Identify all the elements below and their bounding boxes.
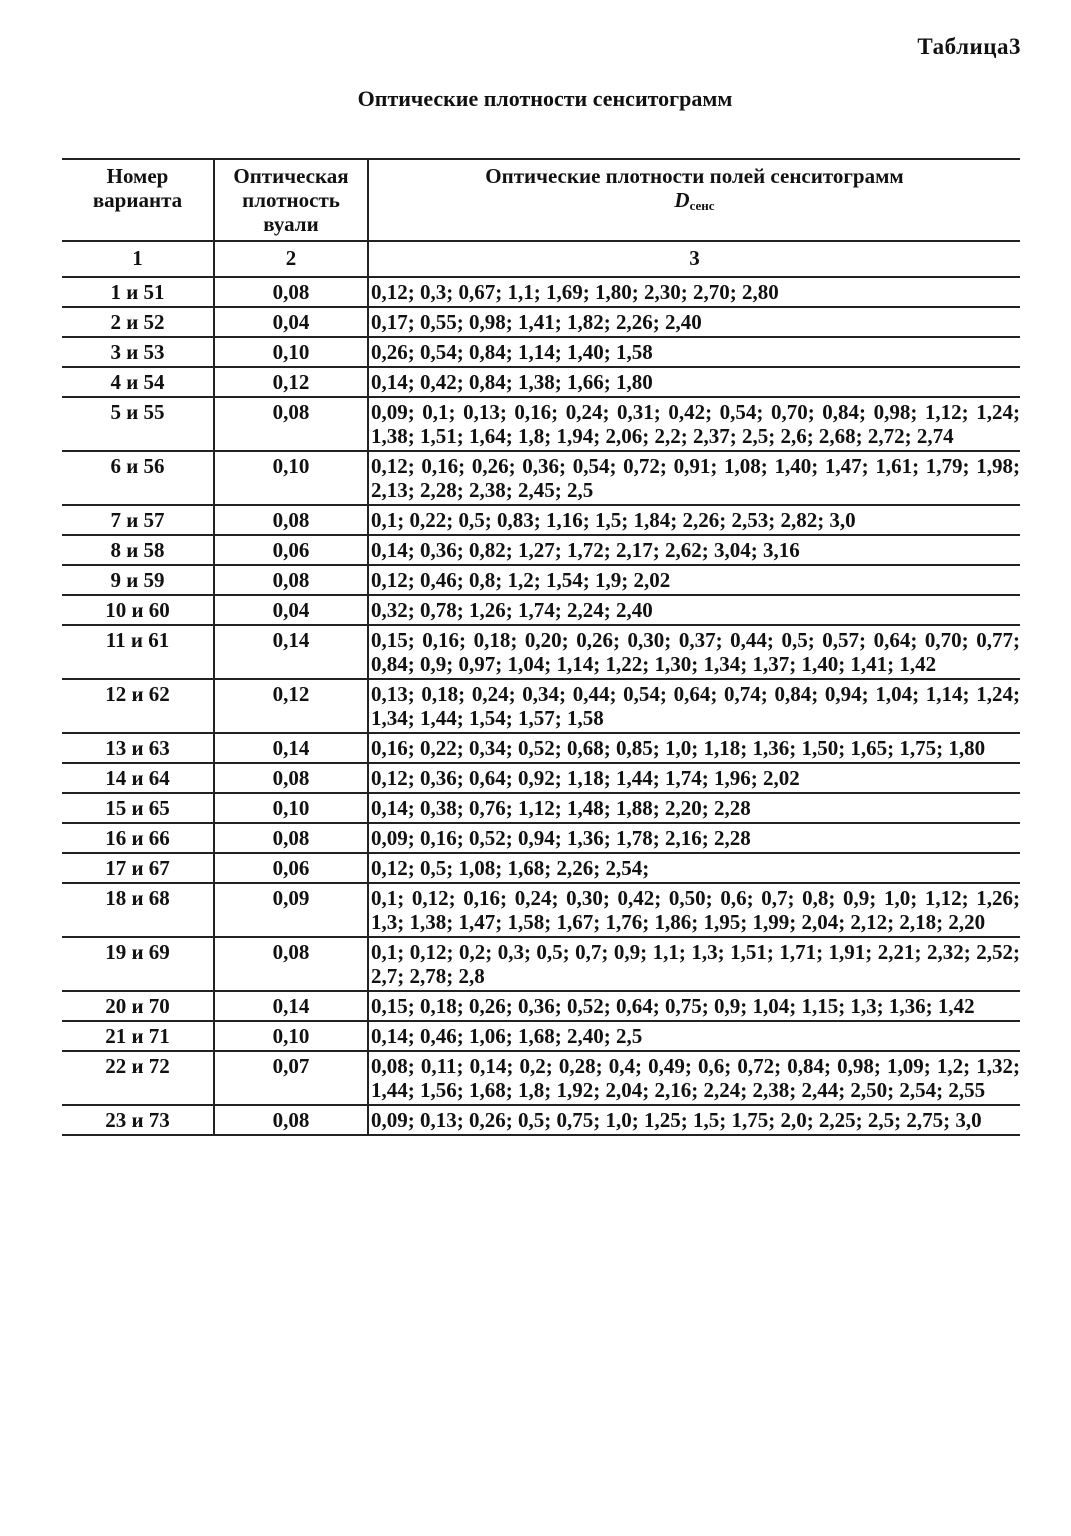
fog-density-cell: 0,08 (214, 763, 368, 793)
variant-cell: 17 и 67 (62, 853, 214, 883)
fog-density-cell: 0,08 (214, 277, 368, 307)
variant-cell: 14 и 64 (62, 763, 214, 793)
variant-cell: 13 и 63 (62, 733, 214, 763)
densities-cell: 0,26; 0,54; 0,84; 1,14; 1,40; 1,58 (371, 340, 653, 364)
densities-cell: 0,32; 0,78; 1,26; 1,74; 2,24; 2,40 (371, 598, 653, 622)
fog-density-cell: 0,08 (214, 397, 368, 451)
fog-density-cell: 0,04 (214, 595, 368, 625)
table-row (62, 733, 1020, 763)
densities-cell: 0,12; 0,5; 1,08; 1,68; 2,26; 2,54; (371, 856, 650, 880)
densities-cell: 0,08; 0,11; 0,14; 0,2; 0,28; 0,4; 0,49; 0,6; 0,72; 0,84; 0,98; 1,09; 1,2; 1,32; 1,44; 1,56; 1,68; 1,8; 1,92; 2,04; 2,16; 2,24; 2,38; 2,44; 2,50; 2,54; 2,55 (371, 1054, 1020, 1102)
densities-cell: 0,12; 0,36; 0,64; 0,92; 1,18; 1,44; 1,74; 1,96; 2,02 (371, 766, 800, 790)
fog-density-cell: 0,14 (214, 625, 368, 679)
fog-density-cell: 0,08 (214, 565, 368, 595)
header-densities-symbol: D (674, 188, 690, 212)
table-row (62, 307, 1020, 337)
table-row (62, 1021, 1020, 1051)
densities-cell: 0,12; 0,46; 0,8; 1,2; 1,54; 1,9; 2,02 (371, 568, 671, 592)
page-title: Оптические плотности сенситограмм (357, 86, 733, 111)
densities-cell: 0,1; 0,12; 0,2; 0,3; 0,5; 0,7; 0,9; 1,1; 1,3; 1,51; 1,71; 1,91; 2,21; 2,32; 2,52; 2,7; 2,78; 2,8 (371, 940, 1020, 988)
header-densities (368, 159, 1020, 241)
variant-cell: 8 и 58 (62, 535, 214, 565)
variant-cell: 11 и 61 (62, 625, 214, 679)
column-number: 2 (214, 241, 368, 277)
densities-cell: 0,17; 0,55; 0,98; 1,41; 1,82; 2,26; 2,40 (371, 310, 702, 334)
table-row (62, 679, 1020, 733)
variant-cell: 22 и 72 (62, 1051, 214, 1105)
fog-density-cell: 0,08 (214, 505, 368, 535)
densities-cell: 0,14; 0,46; 1,06; 1,68; 2,40; 2,5 (371, 1024, 643, 1048)
table-row (62, 595, 1020, 625)
fog-density-cell: 0,06 (214, 535, 368, 565)
column-number: 3 (689, 246, 700, 270)
variant-cell: 2 и 52 (62, 307, 214, 337)
table-row (62, 883, 1020, 937)
fog-density-cell: 0,04 (214, 307, 368, 337)
variant-cell: 16 и 66 (62, 823, 214, 853)
variant-cell: 23 и 73 (62, 1105, 214, 1135)
fog-density-cell: 0,14 (214, 733, 368, 763)
variant-cell: 19 и 69 (62, 937, 214, 991)
variant-cell: 7 и 57 (62, 505, 214, 535)
table-row (62, 853, 1020, 883)
densities-cell: 0,15; 0,16; 0,18; 0,20; 0,26; 0,30; 0,37; 0,44; 0,5; 0,57; 0,64; 0,70; 0,77; 0,84; 0,9; 0,97; 1,04; 1,14; 1,22; 1,30; 1,34; 1,37; 1,40; 1,41; 1,42 (371, 628, 1020, 676)
fog-density-cell: 0,14 (214, 991, 368, 1021)
densities-cell: 0,09; 0,13; 0,26; 0,5; 0,75; 1,0; 1,25; 1,5; 1,75; 2,0; 2,25; 2,5; 2,75; 3,0 (371, 1108, 982, 1132)
fog-density-cell: 0,06 (214, 853, 368, 883)
table-row (62, 763, 1020, 793)
table-row (62, 823, 1020, 853)
table-label: Таблица3 (917, 34, 1021, 59)
fog-density-cell: 0,12 (214, 367, 368, 397)
header-fog-density: Оптическая плотность вуали (214, 159, 368, 241)
variant-cell: 18 и 68 (62, 883, 214, 937)
table-row (62, 991, 1020, 1021)
table-row (62, 277, 1020, 307)
fog-density-cell: 0,10 (214, 337, 368, 367)
density-table (62, 158, 1020, 1136)
densities-cell: 0,16; 0,22; 0,34; 0,52; 0,68; 0,85; 1,0; 1,18; 1,36; 1,50; 1,65; 1,75; 1,80 (371, 736, 986, 760)
fog-density-cell: 0,10 (214, 1021, 368, 1051)
variant-cell: 4 и 54 (62, 367, 214, 397)
fog-density-cell: 0,10 (214, 793, 368, 823)
densities-cell: 0,09; 0,16; 0,52; 0,94; 1,36; 1,78; 2,16; 2,28 (371, 826, 751, 850)
table-row (62, 565, 1020, 595)
header-densities-label: Оптические плотности полей сенситограмм (485, 164, 904, 188)
variant-cell: 15 и 65 (62, 793, 214, 823)
variant-cell: 5 и 55 (62, 397, 214, 451)
table-row (62, 937, 1020, 991)
variant-cell: 6 и 56 (62, 451, 214, 505)
densities-cell: 0,12; 0,16; 0,26; 0,36; 0,54; 0,72; 0,91; 1,08; 1,40; 1,47; 1,61; 1,79; 1,98; 2,13; 2,28; 2,38; 2,45; 2,5 (371, 454, 1020, 502)
header-densities-subscript: сенс (689, 198, 715, 213)
densities-cell: 0,09; 0,1; 0,13; 0,16; 0,24; 0,31; 0,42; 0,54; 0,70; 0,84; 0,98; 1,12; 1,24; 1,38; 1,51; 1,64; 1,8; 1,94; 2,06; 2,2; 2,37; 2,5; 2,6; 2,68; 2,72; 2,74 (371, 400, 1020, 448)
densities-cell: 0,14; 0,36; 0,82; 1,27; 1,72; 2,17; 2,62; 3,04; 3,16 (371, 538, 800, 562)
table-row (62, 625, 1020, 679)
fog-density-cell: 0,08 (214, 937, 368, 991)
variant-cell: 1 и 51 (62, 277, 214, 307)
variant-cell: 21 и 71 (62, 1021, 214, 1051)
densities-cell: 0,1; 0,22; 0,5; 0,83; 1,16; 1,5; 1,84; 2,26; 2,53; 2,82; 3,0 (371, 508, 856, 532)
variant-cell: 9 и 59 (62, 565, 214, 595)
table-row (62, 367, 1020, 397)
variant-cell: 12 и 62 (62, 679, 214, 733)
column-number: 1 (62, 241, 214, 277)
fog-density-cell: 0,12 (214, 679, 368, 733)
variant-cell: 3 и 53 (62, 337, 214, 367)
table-row (62, 505, 1020, 535)
fog-density-cell: 0,08 (214, 1105, 368, 1135)
densities-cell: 0,1; 0,12; 0,16; 0,24; 0,30; 0,42; 0,50; 0,6; 0,7; 0,8; 0,9; 1,0; 1,12; 1,26; 1,3; 1,38; 1,47; 1,58; 1,67; 1,76; 1,86; 1,95; 1,99; 2,04; 2,12; 2,18; 2,20 (371, 886, 1020, 934)
header-variant: Номер варианта (62, 159, 214, 241)
densities-cell: 0,13; 0,18; 0,24; 0,34; 0,44; 0,54; 0,64; 0,74; 0,84; 0,94; 1,04; 1,14; 1,24; 1,34; 1,44; 1,54; 1,57; 1,58 (371, 682, 1020, 730)
densities-cell: 0,14; 0,38; 0,76; 1,12; 1,48; 1,88; 2,20; 2,28 (371, 796, 751, 820)
column-number-row (62, 241, 1020, 277)
fog-density-cell: 0,09 (214, 883, 368, 937)
table-row (62, 337, 1020, 367)
table-row (62, 451, 1020, 505)
table-row (62, 1051, 1020, 1105)
variant-cell: 10 и 60 (62, 595, 214, 625)
fog-density-cell: 0,10 (214, 451, 368, 505)
densities-cell: 0,12; 0,3; 0,67; 1,1; 1,69; 1,80; 2,30; 2,70; 2,80 (371, 280, 779, 304)
densities-cell: 0,14; 0,42; 0,84; 1,38; 1,66; 1,80 (371, 370, 653, 394)
table-row (62, 1105, 1020, 1135)
fog-density-cell: 0,08 (214, 823, 368, 853)
fog-density-cell: 0,07 (214, 1051, 368, 1105)
variant-cell: 20 и 70 (62, 991, 214, 1021)
densities-cell: 0,15; 0,18; 0,26; 0,36; 0,52; 0,64; 0,75; 0,9; 1,04; 1,15; 1,3; 1,36; 1,42 (371, 994, 975, 1018)
table-row (62, 397, 1020, 451)
table-row (62, 793, 1020, 823)
table-row (62, 535, 1020, 565)
table-header-row (62, 159, 1020, 241)
